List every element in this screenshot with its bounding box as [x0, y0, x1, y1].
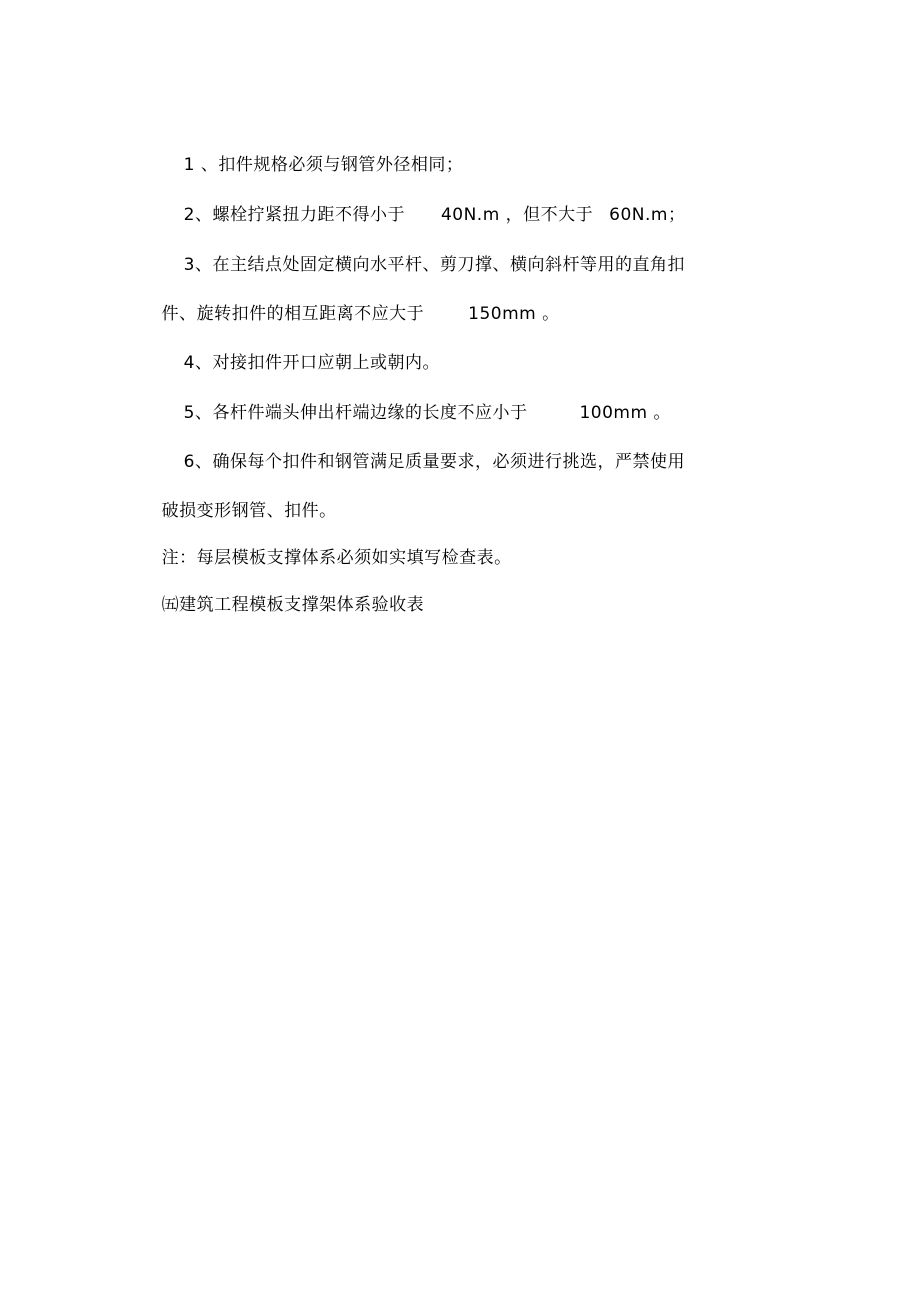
section-title — [138, 572, 424, 638]
item-3-distance-value: 150mm 。 — [468, 304, 560, 324]
item-5-length-value: 100mm 。 — [579, 403, 671, 423]
note-text: 注：每层模板支撑体系必须如实填写检查表。 — [161, 548, 512, 568]
item-5-prefix: 5、各杆件端头伸出杆端边缘的长度不应小于 — [183, 403, 528, 423]
item-2-prefix: 2、螺栓拧紧扭力距不得小于 — [183, 205, 405, 225]
item-4-text: 4、对接扣件开口应朝上或朝内。 — [183, 353, 440, 373]
item-6-text-line-1: 6、确保每个扣件和钢管满足质量要求，必须进行挑选，严禁使用 — [183, 452, 685, 472]
item-2-torque-max: 60N.m； — [609, 205, 686, 225]
section-title-text: ㈤建筑工程模板支撑架体系验收表 — [161, 595, 425, 615]
item-3-text-line-1: 3、在主结点处固定横向水平杆、剪刀撑、横向斜杆等用的直角扣 — [183, 255, 685, 275]
item-1-text: 1 、扣件规格必须与钢管外径相同； — [183, 155, 464, 175]
item-6-text-line-2: 破损变形钢管、扣件。 — [161, 501, 337, 521]
item-3-text-line-2: 件、旋转扣件的相互距离不应大于 — [161, 304, 425, 324]
item-2-torque-min: 40N.m ，但不大于 — [440, 205, 594, 225]
